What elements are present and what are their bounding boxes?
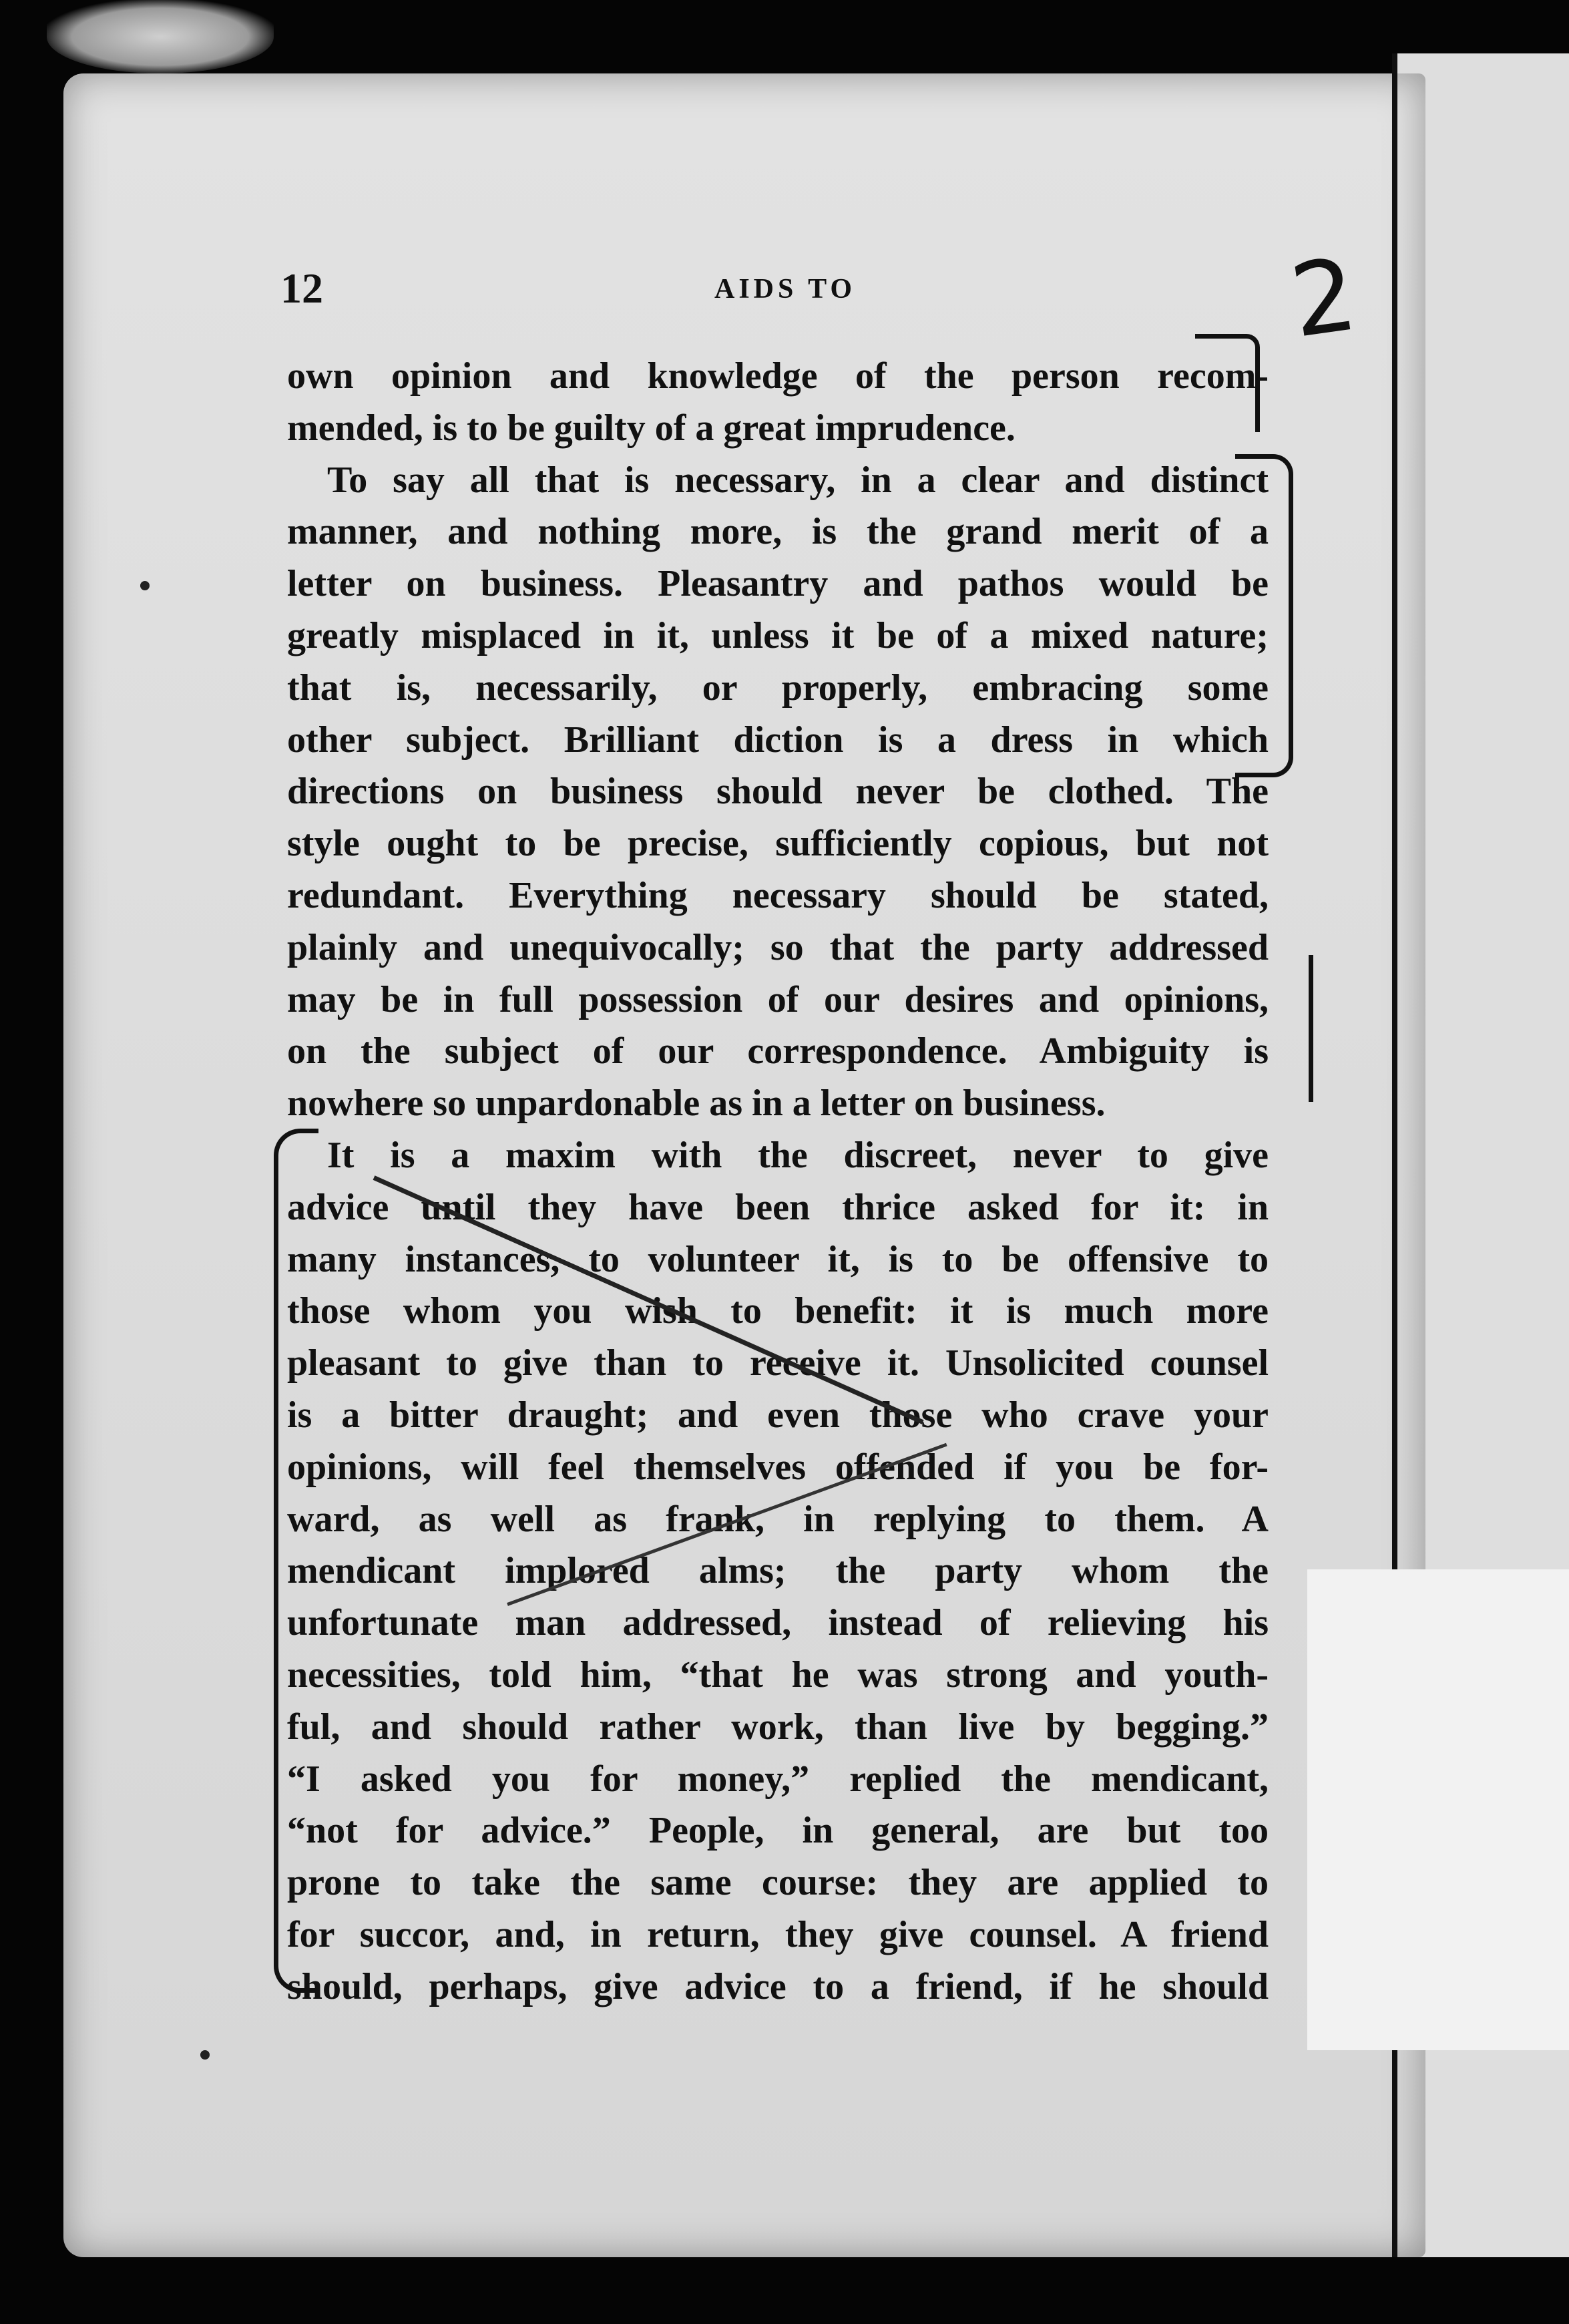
pencil-bracket-mark	[1289, 955, 1313, 1102]
pencil-bracket-mark	[1235, 454, 1293, 777]
text-line: ful, and should rather work, than live by begging.”	[287, 1706, 1269, 1748]
page-body-text	[287, 351, 1269, 2013]
text-line: is a bitter draught; and even those who crave your	[287, 1394, 1269, 1436]
text-line: redundant. Everything necessary should be stated,	[287, 874, 1269, 916]
text-line: “I asked you for money,” replied the mendicant,	[287, 1758, 1269, 1800]
text-line: To say all that is necessary, in a clear and distinct	[327, 459, 1269, 501]
text-line: opinions, will feel themselves offended if you be for-	[287, 1446, 1269, 1488]
text-line: directions on business should never be clothed. The	[287, 771, 1269, 813]
page-number: 12	[280, 264, 323, 312]
text-line: advice until they have been thrice asked for it: in	[287, 1186, 1269, 1228]
text-line: prone to take the same course: they are applied to	[287, 1862, 1269, 1904]
text-line: “not for advice.” People, in general, are but too	[287, 1810, 1269, 1852]
text-line: plainly and unequivocally; so that the party addressed	[287, 926, 1269, 968]
text-line: may be in full possession of our desires and opinions,	[287, 978, 1269, 1020]
text-line: unfortunate man addressed, instead of relieving his	[287, 1602, 1269, 1644]
text-line: ward, as well as frank, in replying to them. A	[287, 1498, 1269, 1540]
text-line: many instances, to volunteer it, is to be offensive to	[287, 1238, 1269, 1280]
ink-speck	[200, 2050, 210, 2060]
page-header	[280, 264, 1295, 324]
text-line: that is, necessarily, or properly, embracing some	[287, 666, 1269, 709]
pasted-paper-slip	[1307, 1569, 1569, 2050]
text-line: style ought to be precise, sufficiently copious, but not	[287, 823, 1269, 865]
text-line: necessities, told him, “that he was strong and youth-	[287, 1654, 1269, 1696]
text-line: own opinion and knowledge of the person recom-	[287, 355, 1269, 397]
torn-corner	[47, 0, 274, 73]
pencil-bracket-mark	[1195, 334, 1260, 432]
text-line: for succor, and, in return, they give counsel. A friend	[287, 1913, 1269, 1955]
text-line: those whom you wish to benefit: it is much more	[287, 1290, 1269, 1332]
text-line: letter on business. Pleasantry and pathos would be	[287, 563, 1269, 605]
pencil-bracket-mark	[274, 1129, 318, 1993]
text-line: should, perhaps, give advice to a friend, if he should	[287, 1965, 1269, 2007]
text-line: other subject. Brilliant diction is a dress in which	[287, 719, 1269, 761]
ink-speck	[140, 581, 150, 590]
text-line: on the subject of our correspondence. Ambiguity is	[287, 1030, 1269, 1073]
text-line: It is a maxim with the discreet, never to give	[327, 1134, 1269, 1176]
text-line: manner, and nothing more, is the grand merit of a	[287, 511, 1269, 553]
handwritten-margin-number: 2	[1284, 236, 1364, 361]
text-line: nowhere so unpardonable as in a letter on business.	[287, 1083, 1106, 1125]
text-line: mendicant implored alms; the party whom the	[287, 1550, 1269, 1592]
text-line: pleasant to give than to receive it. Unsolicited counsel	[287, 1342, 1269, 1384]
running-head: AIDS TO	[714, 274, 857, 305]
text-line: greatly misplaced in it, unless it be of a mixed nature;	[287, 614, 1269, 656]
text-line: mended, is to be guilty of a great imprudence.	[287, 407, 1016, 449]
